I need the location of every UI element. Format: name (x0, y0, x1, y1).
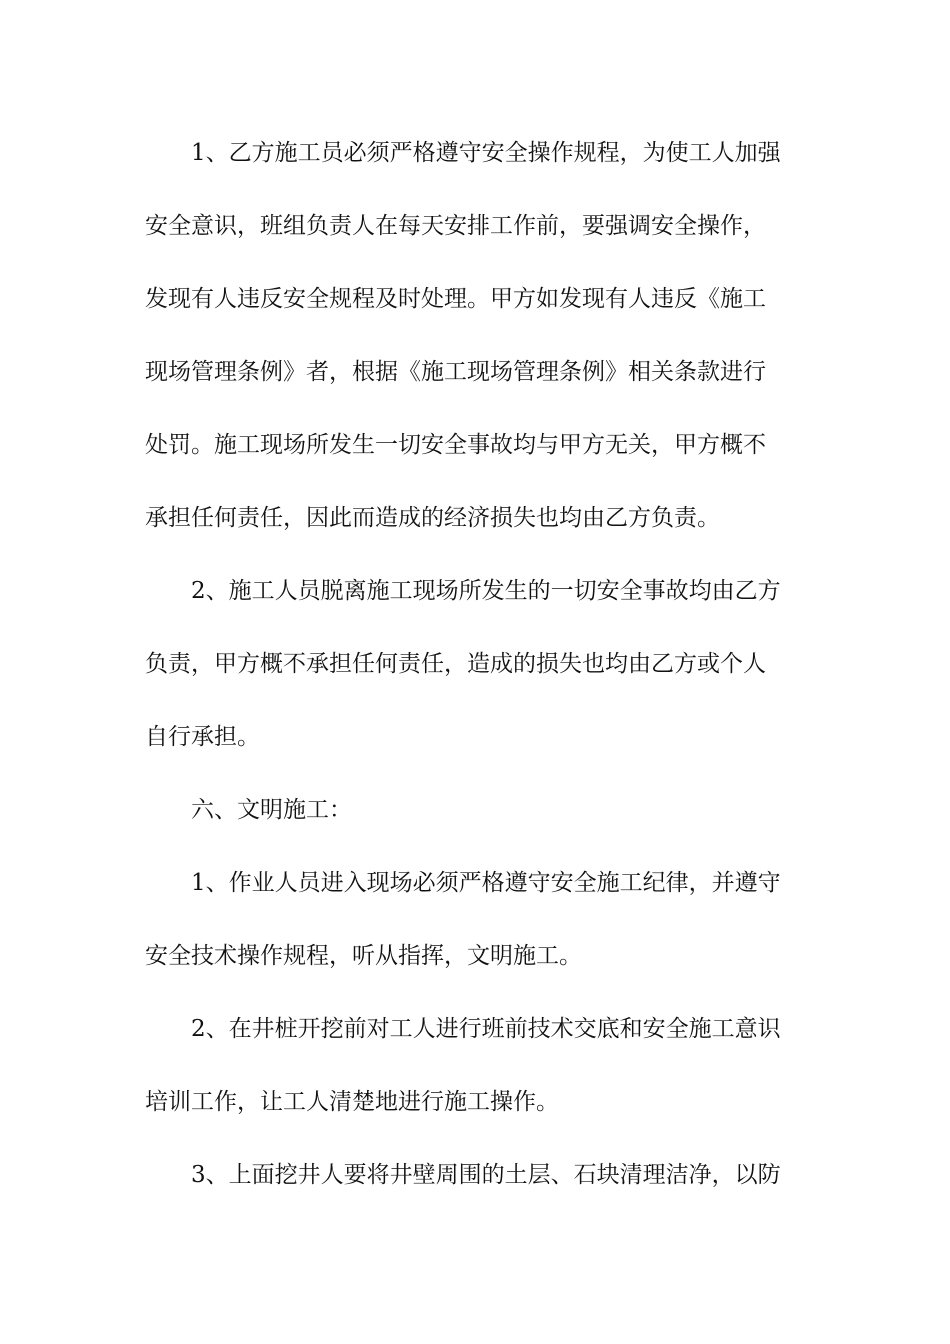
paragraph-1-line-5: 处罚。施工现场所发生一切安全事故均与甲方无关，甲方概不 (145, 432, 766, 458)
section-heading: 六、文明施工： (191, 797, 352, 823)
paragraph-2-line-1: 2、施工人员脱离施工现场所发生的一切安全事故均由乙方 (191, 578, 781, 604)
paragraph-1-line-3: 发现有人违反安全规程及时处理。甲方如发现有人违反《施工 (145, 286, 766, 312)
paragraph-1-line-4: 现场管理条例》者，根据《施工现场管理条例》相关条款进行 (145, 359, 766, 385)
paragraph-1-line-2: 安全意识，班组负责人在每天安排工作前，要强调安全操作， (145, 213, 766, 239)
paragraph-4-line-1: 2、在井桩开挖前对工人进行班前技术交底和安全施工意识 (191, 1016, 781, 1042)
paragraph-1-line-6: 承担任何责任，因此而造成的经济损失也均由乙方负责。 (145, 505, 720, 531)
paragraph-4-line-2: 培训工作，让工人清楚地进行施工操作。 (145, 1089, 559, 1115)
paragraph-3-line-1: 1、作业人员进入现场必须严格遵守安全施工纪律，并遵守 (191, 870, 781, 896)
paragraph-2-line-3: 自行承担。 (145, 724, 260, 750)
paragraph-1-line-1: 1、乙方施工员必须严格遵守安全操作规程，为使工人加强 (191, 140, 781, 166)
paragraph-5-line-1: 3、上面挖井人要将井壁周围的土层、石块清理洁净，以防 (191, 1162, 781, 1188)
paragraph-3-line-2: 安全技术操作规程，听从指挥，文明施工。 (145, 943, 582, 969)
paragraph-2-line-2: 负责，甲方概不承担任何责任，造成的损失也均由乙方或个人 (145, 651, 766, 677)
